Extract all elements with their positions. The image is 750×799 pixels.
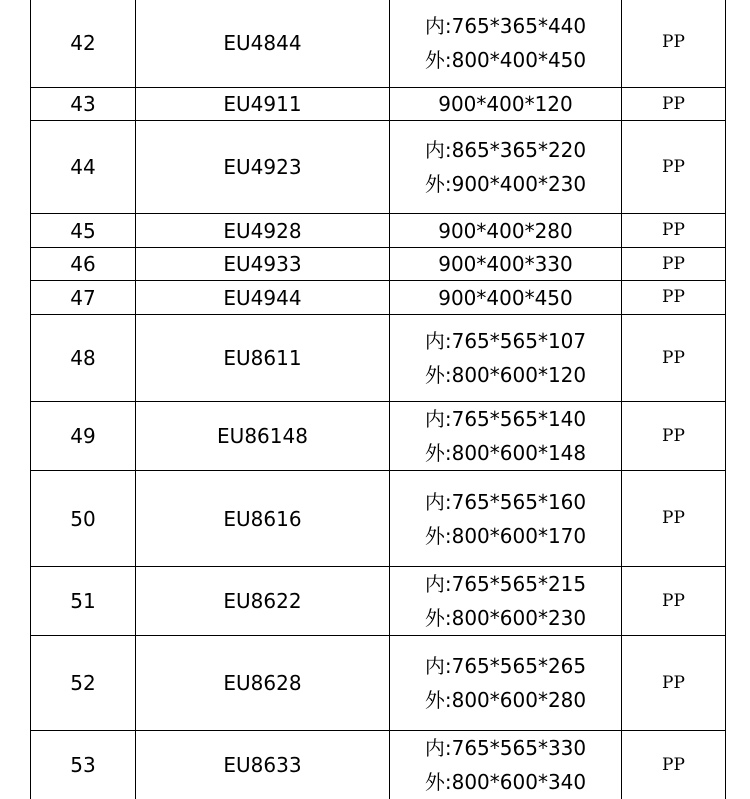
outer-dimensions: 外:800*600*148 [390,436,621,470]
table-row [31,567,726,636]
dimensions-cell [390,636,622,731]
model-code: EU8611 [136,315,390,402]
model-code: EU8628 [136,636,390,731]
inner-dimensions: 内:865*365*220 [390,133,621,167]
dimensions-cell [390,0,622,88]
spec-table [30,0,726,799]
inner-dimensions: 内:765*565*215 [390,567,621,601]
material: PP [622,636,726,731]
outer-dimensions: 外:800*600*340 [390,765,621,799]
outer-dimensions: 外:800*600*170 [390,519,621,553]
table-row [31,402,726,471]
model-code: EU8633 [136,731,390,799]
material: PP [622,402,726,471]
dimensions: 900*400*280 [390,214,622,248]
row-number: 50 [31,471,136,567]
model-code: EU8616 [136,471,390,567]
model-code: EU4933 [136,248,390,281]
material: PP [622,567,726,636]
model-code: EU4844 [136,0,390,88]
material: PP [622,214,726,248]
dimensions-cell [390,121,622,214]
row-number: 47 [31,281,136,315]
spec-table-body [31,0,726,799]
outer-dimensions: 外:900*400*230 [390,167,621,201]
material: PP [622,248,726,281]
model-code: EU4923 [136,121,390,214]
dimensions: 900*400*450 [390,281,622,315]
dimensions-cell [390,471,622,567]
row-number: 49 [31,402,136,471]
table-row [31,731,726,799]
inner-dimensions: 内:765*365*440 [390,9,621,43]
outer-dimensions: 外:800*600*280 [390,683,621,717]
material: PP [622,121,726,214]
material: PP [622,281,726,315]
outer-dimensions: 外:800*600*230 [390,601,621,635]
dimensions-cell [390,315,622,402]
inner-dimensions: 内:765*565*160 [390,485,621,519]
material: PP [622,88,726,121]
row-number: 51 [31,567,136,636]
table-row [31,121,726,214]
dimensions: 900*400*120 [390,88,622,121]
row-number: 48 [31,315,136,402]
dimensions-cell [390,402,622,471]
row-number: 42 [31,0,136,88]
table-row [31,0,726,88]
model-code: EU86148 [136,402,390,471]
row-number: 46 [31,248,136,281]
material: PP [622,315,726,402]
table-row [31,315,726,402]
inner-dimensions: 内:765*565*107 [390,324,621,358]
model-code: EU4928 [136,214,390,248]
outer-dimensions: 外:800*400*450 [390,43,621,77]
table-row [31,636,726,731]
row-number: 44 [31,121,136,214]
model-code: EU4944 [136,281,390,315]
dimensions: 900*400*330 [390,248,622,281]
model-code: EU4911 [136,88,390,121]
row-number: 43 [31,88,136,121]
inner-dimensions: 内:765*565*140 [390,402,621,436]
inner-dimensions: 内:765*565*330 [390,731,621,765]
table-row [31,281,726,315]
row-number: 45 [31,214,136,248]
material: PP [622,731,726,799]
table-row [31,88,726,121]
material: PP [622,0,726,88]
outer-dimensions: 外:800*600*120 [390,358,621,392]
dimensions-cell [390,567,622,636]
table-row [31,471,726,567]
dimensions-cell [390,731,622,799]
inner-dimensions: 内:765*565*265 [390,649,621,683]
material: PP [622,471,726,567]
row-number: 52 [31,636,136,731]
table-row [31,248,726,281]
table-row [31,214,726,248]
model-code: EU8622 [136,567,390,636]
row-number: 53 [31,731,136,799]
